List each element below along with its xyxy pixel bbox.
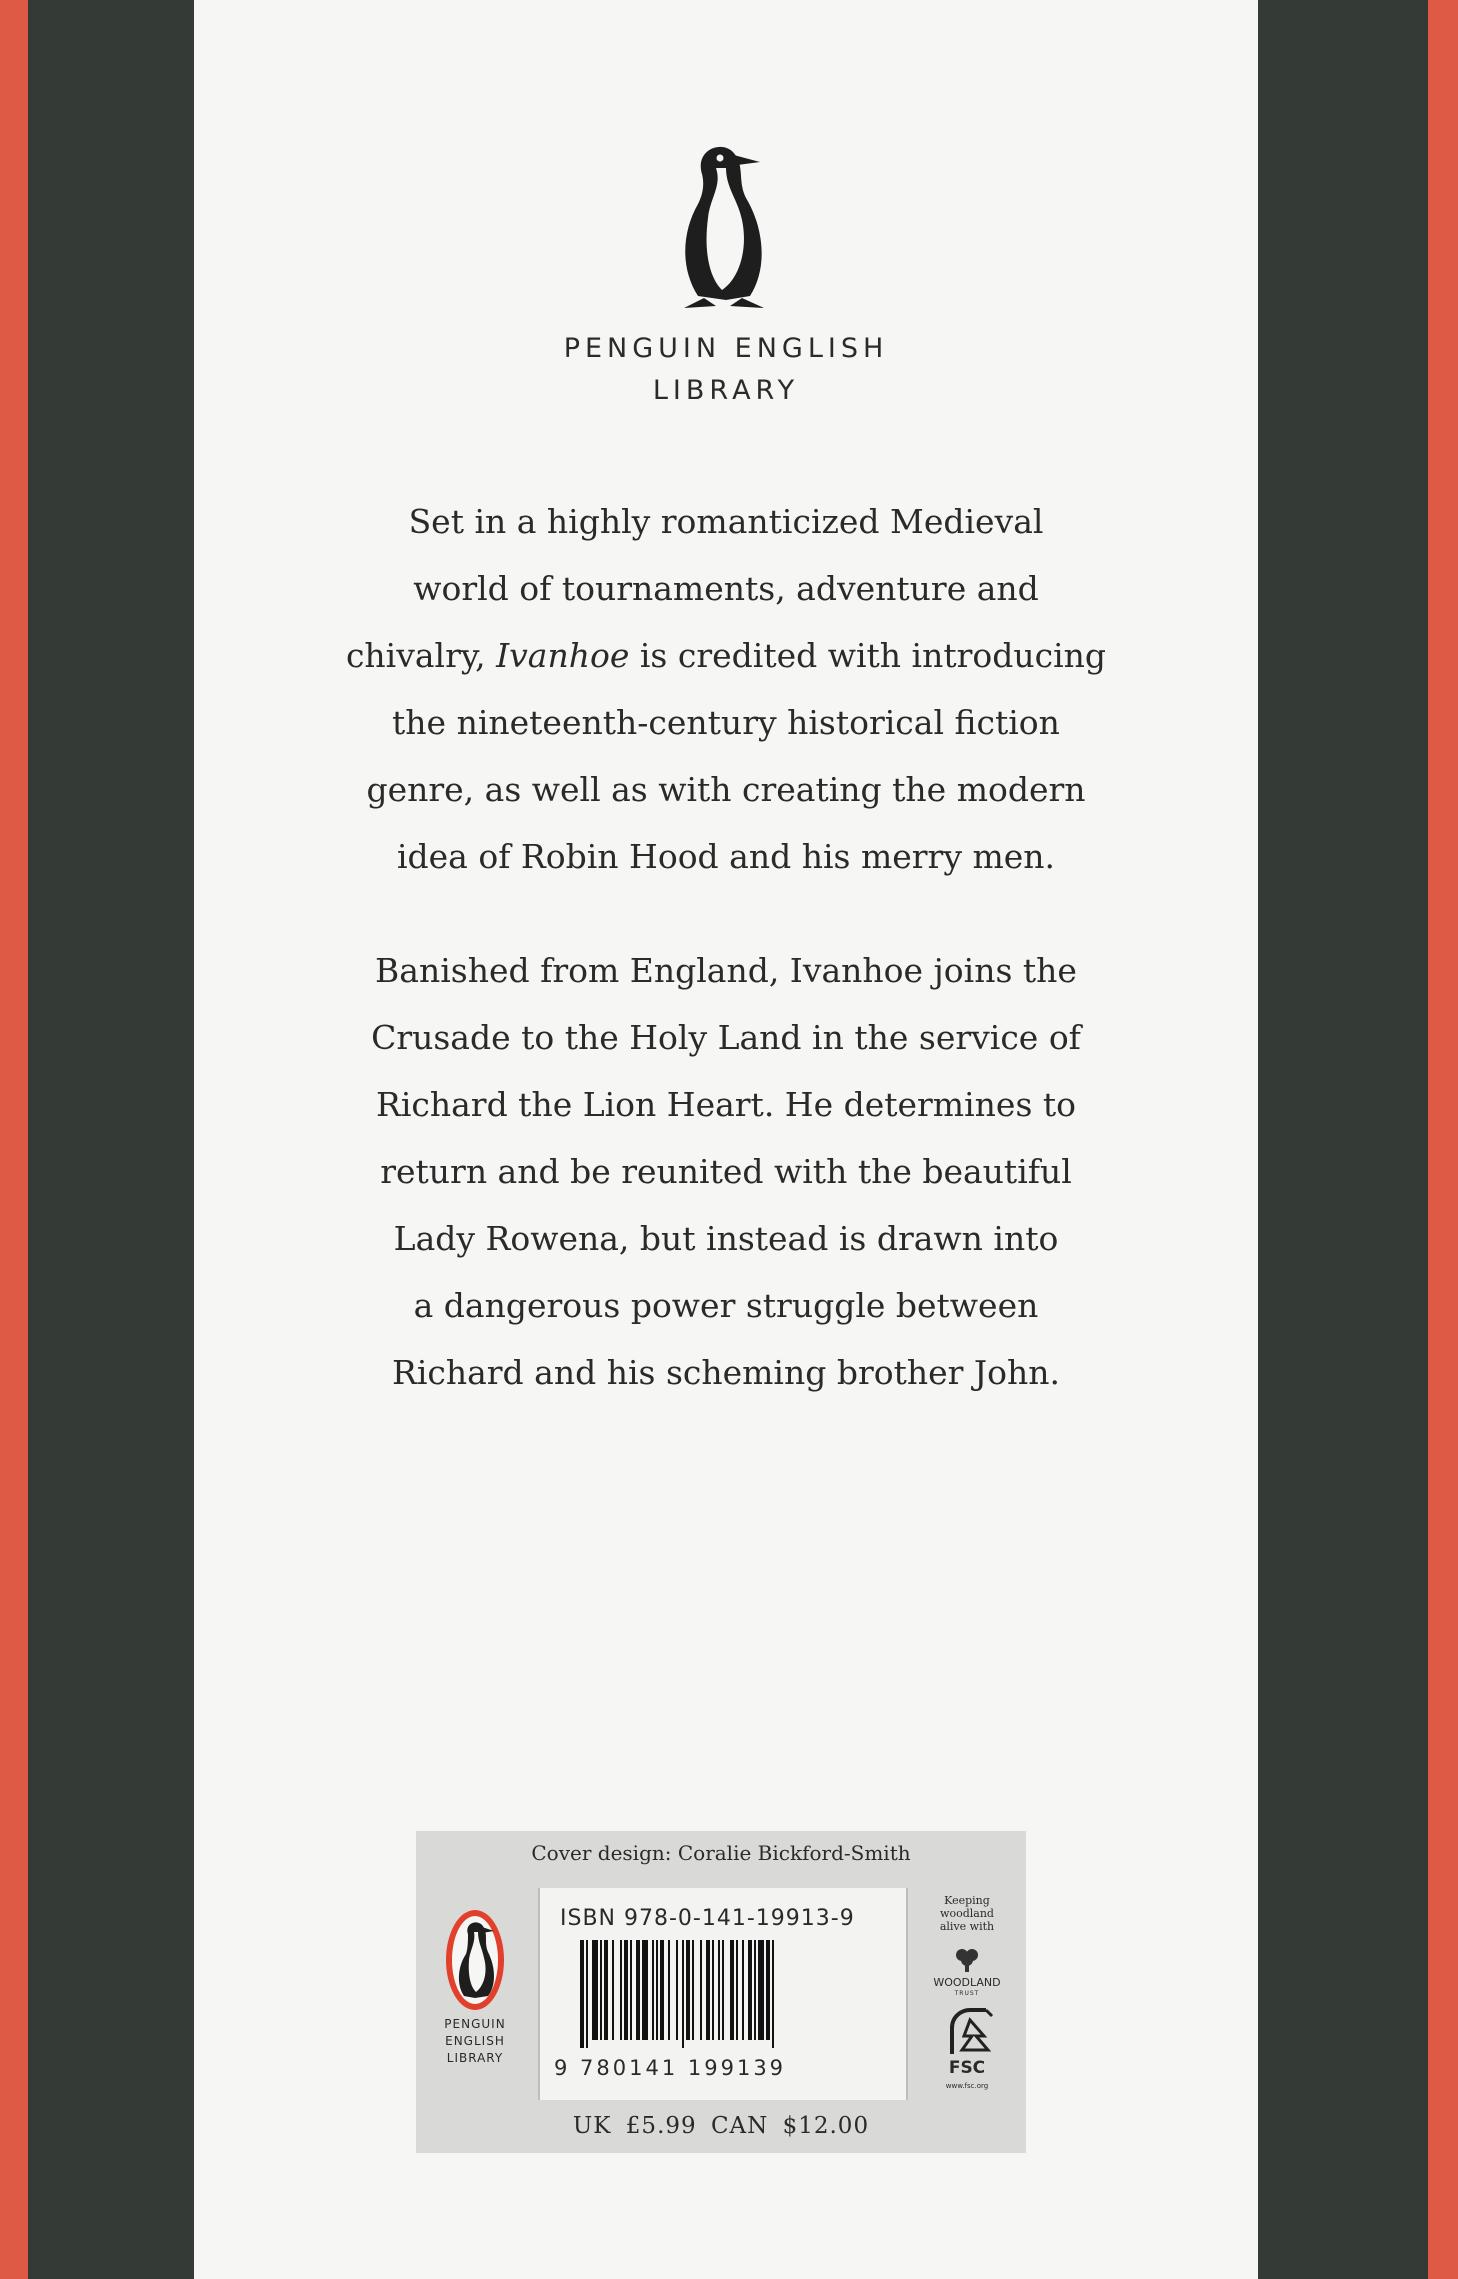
barcode-bar (766, 1940, 770, 2040)
barcode-bar (612, 1940, 614, 2040)
blurb-line: Banished from England, Ivanhoe joins the (375, 951, 1077, 990)
barcode-bar (620, 1940, 622, 2040)
imprint-name (194, 328, 1258, 412)
barcode-panel (416, 1831, 1026, 2153)
small-imprint-name (416, 2016, 534, 2067)
barcode-bar (630, 1940, 632, 2040)
barcode-bar (682, 1940, 684, 2048)
barcode-bar (730, 1940, 734, 2040)
blurb-line: Richard the Lion Heart. He determines to (375, 1085, 1076, 1124)
left-red-stripe (0, 0, 28, 2279)
price-text: UK £5.99 CAN $12.00 (572, 2113, 870, 2139)
barcode-icon (580, 1940, 880, 2048)
woodland-text-line: woodland (940, 1907, 994, 1920)
blurb-line: a dangerous power struggle between (413, 1286, 1039, 1325)
blurb-paragraph-1 (260, 488, 1192, 890)
blurb-line: Richard and his scheming brother John. (391, 1353, 1061, 1392)
barcode-bar (754, 1940, 756, 2040)
barcode-bar (604, 1940, 608, 2040)
barcode-bar (722, 1940, 724, 2040)
blurb-line: Set in a highly romanticized Medieval (408, 502, 1044, 541)
blurb-line: world of tournaments, adventure and (413, 569, 1039, 608)
right-dark-stripe (1258, 0, 1428, 2279)
barcode-digits: 9 780141 199139 (554, 2056, 787, 2080)
barcode-bar (676, 1940, 678, 2040)
book-title-italic: Ivanhoe (496, 636, 630, 675)
cover-credit: Cover design: Coralie Bickford-Smith (531, 1841, 911, 1865)
blurb-text: chivalry, (345, 636, 497, 675)
fsc-label: FSC (948, 2058, 986, 2078)
barcode-bar (668, 1940, 670, 2040)
isbn-text: ISBN 978-0-141-19913-9 (560, 1906, 855, 1931)
publisher-block (416, 1888, 534, 2100)
blurb-line (260, 622, 1192, 689)
barcode-bar (592, 1940, 598, 2040)
imprint-line-2: LIBRARY (652, 375, 800, 406)
barcode-bar (624, 1940, 628, 2040)
woodland-trust: TRUST (954, 1990, 980, 1997)
small-imprint-line: ENGLISH (445, 2034, 505, 2048)
blurb-line: Lady Rowena, but instead is drawn into (393, 1219, 1059, 1258)
blurb-line: return and be reunited with the beautiful (380, 1152, 1072, 1191)
woodland-name: WOODLAND (933, 1976, 1001, 1989)
barcode-bar (600, 1940, 602, 2040)
barcode-bar (742, 1940, 744, 2040)
woodland-text-line: Keeping (944, 1894, 990, 1907)
barcode-bar (636, 1940, 640, 2040)
barcode-bar (652, 1940, 654, 2040)
blurb-line: Crusade to the Holy Land in the service of (371, 1018, 1081, 1057)
penguin-logo (664, 138, 784, 318)
barcode-bar (712, 1940, 714, 2040)
blurb-text: is credited with introducing (629, 636, 1107, 675)
certification-block (908, 1888, 1026, 2100)
barcode-bar (692, 1940, 694, 2040)
blurb-paragraph-2 (260, 937, 1192, 1406)
small-imprint-line: PENGUIN (444, 2017, 506, 2031)
barcode-block (538, 1888, 908, 2100)
barcode-bar (772, 1940, 774, 2048)
fsc-tree-icon (940, 2006, 996, 2058)
barcode-bar (580, 1940, 584, 2048)
fsc-url: www.fsc.org (945, 2082, 989, 2090)
barcode-bar (656, 1940, 658, 2040)
barcode-bar (758, 1940, 764, 2040)
right-red-stripe (1428, 0, 1458, 2279)
small-imprint-line: LIBRARY (446, 2051, 504, 2065)
barcode-bar (586, 1940, 588, 2048)
penguin-badge-icon (444, 1908, 506, 2012)
barcode-bar (660, 1940, 664, 2040)
barcode-bar (700, 1940, 702, 2040)
blurb-line: idea of Robin Hood and his merry men. (396, 837, 1056, 876)
blurb-line: the nineteenth-century historical fiction (392, 703, 1060, 742)
woodland-text (908, 1894, 1026, 1933)
left-dark-stripe (28, 0, 194, 2279)
tree-icon (952, 1946, 982, 1972)
imprint-line-1: PENGUIN ENGLISH (563, 333, 889, 364)
woodland-text-line: alive with (939, 1920, 995, 1933)
barcode-bar (642, 1940, 648, 2040)
blurb-line: genre, as well as with creating the modern (366, 770, 1086, 809)
barcode-bar (718, 1940, 720, 2040)
barcode-bar (706, 1940, 710, 2040)
barcode-bar (736, 1940, 738, 2040)
barcode-bar (748, 1940, 752, 2040)
barcode-bar (686, 1940, 690, 2040)
